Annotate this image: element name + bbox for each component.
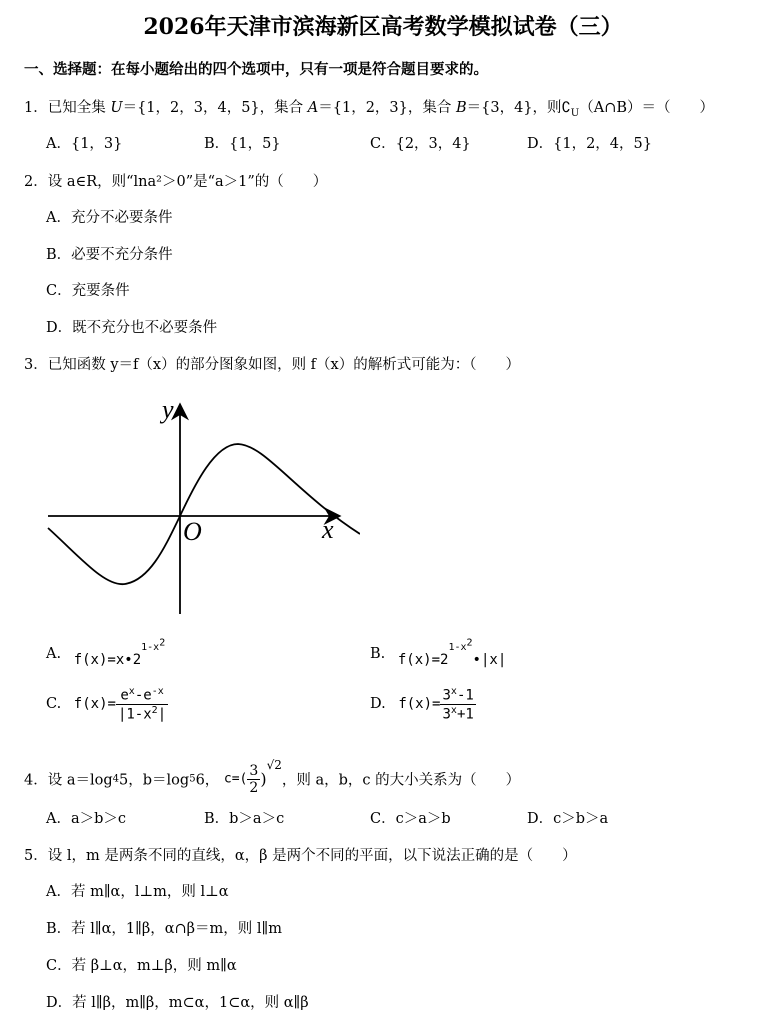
question-1-stem bbox=[24, 96, 714, 119]
q1-option-c[interactable]: C．{2，3，4} bbox=[370, 136, 471, 152]
q5-option-d[interactable]: D．若 l∥β，m∥β，m⊂α，1⊂α，则 α∥β bbox=[46, 995, 309, 1011]
q5-option-a[interactable]: A．若 m∥α，l⊥m，则 l⊥α bbox=[46, 884, 229, 900]
q1-set-u: U bbox=[110, 100, 123, 116]
q4-c-exp: √2 bbox=[266, 758, 282, 772]
q3c-num-exp: x bbox=[128, 686, 135, 697]
q1-text-c: ＝{1，2，3}，集合 bbox=[318, 100, 456, 116]
q4-c-fraction bbox=[247, 763, 260, 796]
question-2-stem: 2．设 a∈R，则“lna²＞0”是“a＞1”的（ ） bbox=[24, 174, 328, 190]
q3-option-c-letter: C. bbox=[46, 696, 62, 713]
q4-text-c: 6， bbox=[195, 772, 220, 789]
q3c-lhs: f(x)= bbox=[73, 696, 116, 713]
q4-c-den: 2 bbox=[249, 779, 259, 796]
q3d-fraction bbox=[440, 686, 475, 722]
q3-option-d-letter: D. bbox=[370, 696, 386, 713]
q3d-den-exp: x bbox=[450, 704, 457, 716]
q4-option-c[interactable]: C．c＞a＞b bbox=[370, 811, 451, 827]
q3-option-b-letter: B. bbox=[370, 645, 386, 662]
q3b-exp: 1-x bbox=[448, 642, 467, 654]
q3a-exp: 1-x bbox=[141, 642, 160, 654]
q3a-exp2: 2 bbox=[159, 638, 166, 649]
q3d-num-exp: x bbox=[450, 686, 457, 697]
q1-text-d: ＝{3，4}，则∁ bbox=[466, 100, 571, 116]
q1-option-d[interactable]: D．{1，2，4，5} bbox=[527, 136, 652, 152]
q3-option-a-formula bbox=[73, 638, 166, 668]
q3c-den-exp: 2 bbox=[151, 704, 158, 716]
q3d-lhs: f(x)= bbox=[398, 696, 441, 713]
q4-c-rhs: ) bbox=[260, 769, 267, 789]
q2-option-b[interactable]: B．必要不充分条件 bbox=[46, 247, 173, 263]
q5-option-c[interactable]: C．若 β⊥α，m⊥β，则 m∥α bbox=[46, 958, 237, 974]
q4-text-b: 5，b＝log bbox=[119, 772, 190, 789]
q1-set-b: B bbox=[456, 100, 467, 116]
q3d-den-base: 3 bbox=[442, 706, 451, 723]
q3c-fraction bbox=[116, 686, 168, 722]
q3c-num-mid: -e bbox=[134, 687, 152, 704]
question-5-stem: 5．设 l，m 是两条不同的直线，α，β 是两个不同的平面，以下说法正确的是（ ） bbox=[24, 848, 577, 864]
q3-option-b-formula bbox=[397, 638, 507, 668]
q3-option-b[interactable] bbox=[370, 638, 507, 668]
q3c-den-end: | bbox=[157, 706, 167, 723]
q3-option-d[interactable] bbox=[370, 686, 476, 722]
q4-option-d[interactable]: D．c＞b＞a bbox=[527, 811, 609, 827]
function-graph bbox=[40, 392, 360, 622]
q3c-numerator bbox=[116, 686, 168, 705]
q3-option-a[interactable] bbox=[46, 638, 166, 668]
q3c-num-exp2: -x bbox=[151, 686, 164, 697]
origin-label: O bbox=[183, 517, 202, 546]
q1-text-b: ＝{1，2，3，4，5}，集合 bbox=[122, 100, 308, 116]
q4-option-a[interactable]: A．a＞b＞c bbox=[46, 811, 127, 827]
q2-option-c[interactable]: C．充要条件 bbox=[46, 283, 130, 299]
q3d-numerator bbox=[440, 686, 475, 705]
q2-option-a[interactable]: A．充分不必要条件 bbox=[46, 210, 173, 226]
q1-complement-sub: U bbox=[570, 107, 580, 119]
q3-option-a-letter: A. bbox=[46, 645, 62, 662]
q4-c-num: 3 bbox=[249, 762, 259, 779]
q4-option-b[interactable]: B．b＞a＞c bbox=[204, 811, 285, 827]
q1-option-b[interactable]: B．{1，5} bbox=[204, 136, 281, 152]
curve bbox=[48, 444, 360, 584]
q4-sub1: 4 bbox=[112, 773, 120, 785]
q4-text-a: 4．设 a＝log bbox=[24, 772, 113, 789]
q2-option-d[interactable]: D．既不充分也不必要条件 bbox=[46, 320, 218, 336]
x-label: x bbox=[322, 515, 334, 544]
q3c-den-base: |1-x bbox=[117, 706, 152, 723]
q3a-lhs: f(x)=x•2 bbox=[73, 651, 142, 668]
q1-text-a: 1．已知全集 bbox=[24, 100, 111, 116]
q4-text-d: ，则 a，b，c 的大小关系为（ ） bbox=[281, 772, 521, 789]
q3d-num-base: 3 bbox=[442, 687, 451, 704]
q3-option-c[interactable] bbox=[46, 686, 168, 722]
q4-sub2: 5 bbox=[189, 773, 196, 785]
q3b-tail: •|x| bbox=[472, 651, 507, 668]
q3d-denominator bbox=[440, 705, 475, 723]
q3d-num-tail: -1 bbox=[456, 687, 474, 704]
q1-text-e: （A∩B）＝（ ） bbox=[579, 100, 715, 116]
q3d-den-tail: +1 bbox=[456, 706, 474, 723]
q1-option-a[interactable]: A．{1，3} bbox=[46, 136, 123, 152]
q3c-denominator bbox=[116, 705, 168, 723]
q5-option-b[interactable]: B．若 l∥α，1∥β，α∩β＝m，则 l∥m bbox=[46, 921, 282, 937]
q3c-num-base: e bbox=[120, 687, 129, 704]
y-label: y bbox=[162, 395, 174, 424]
q3b-exp2: 2 bbox=[466, 638, 473, 649]
q1-set-a: A bbox=[307, 100, 319, 116]
q4-c-lhs: c=( bbox=[223, 771, 248, 787]
section-heading: 一、选择题：在每小题给出的四个选项中，只有一项是符合题目要求的。 bbox=[24, 61, 488, 78]
question-3-stem: 3．已知函数 y＝f（x）的部分图象如图，则 f（x）的解析式可能为：（ ） bbox=[24, 357, 520, 373]
q3b-lhs: f(x)=2 bbox=[397, 651, 449, 668]
question-4-stem bbox=[24, 758, 520, 796]
exam-title: 2026年天津市滨海新区高考数学模拟试卷（三） bbox=[143, 14, 623, 40]
